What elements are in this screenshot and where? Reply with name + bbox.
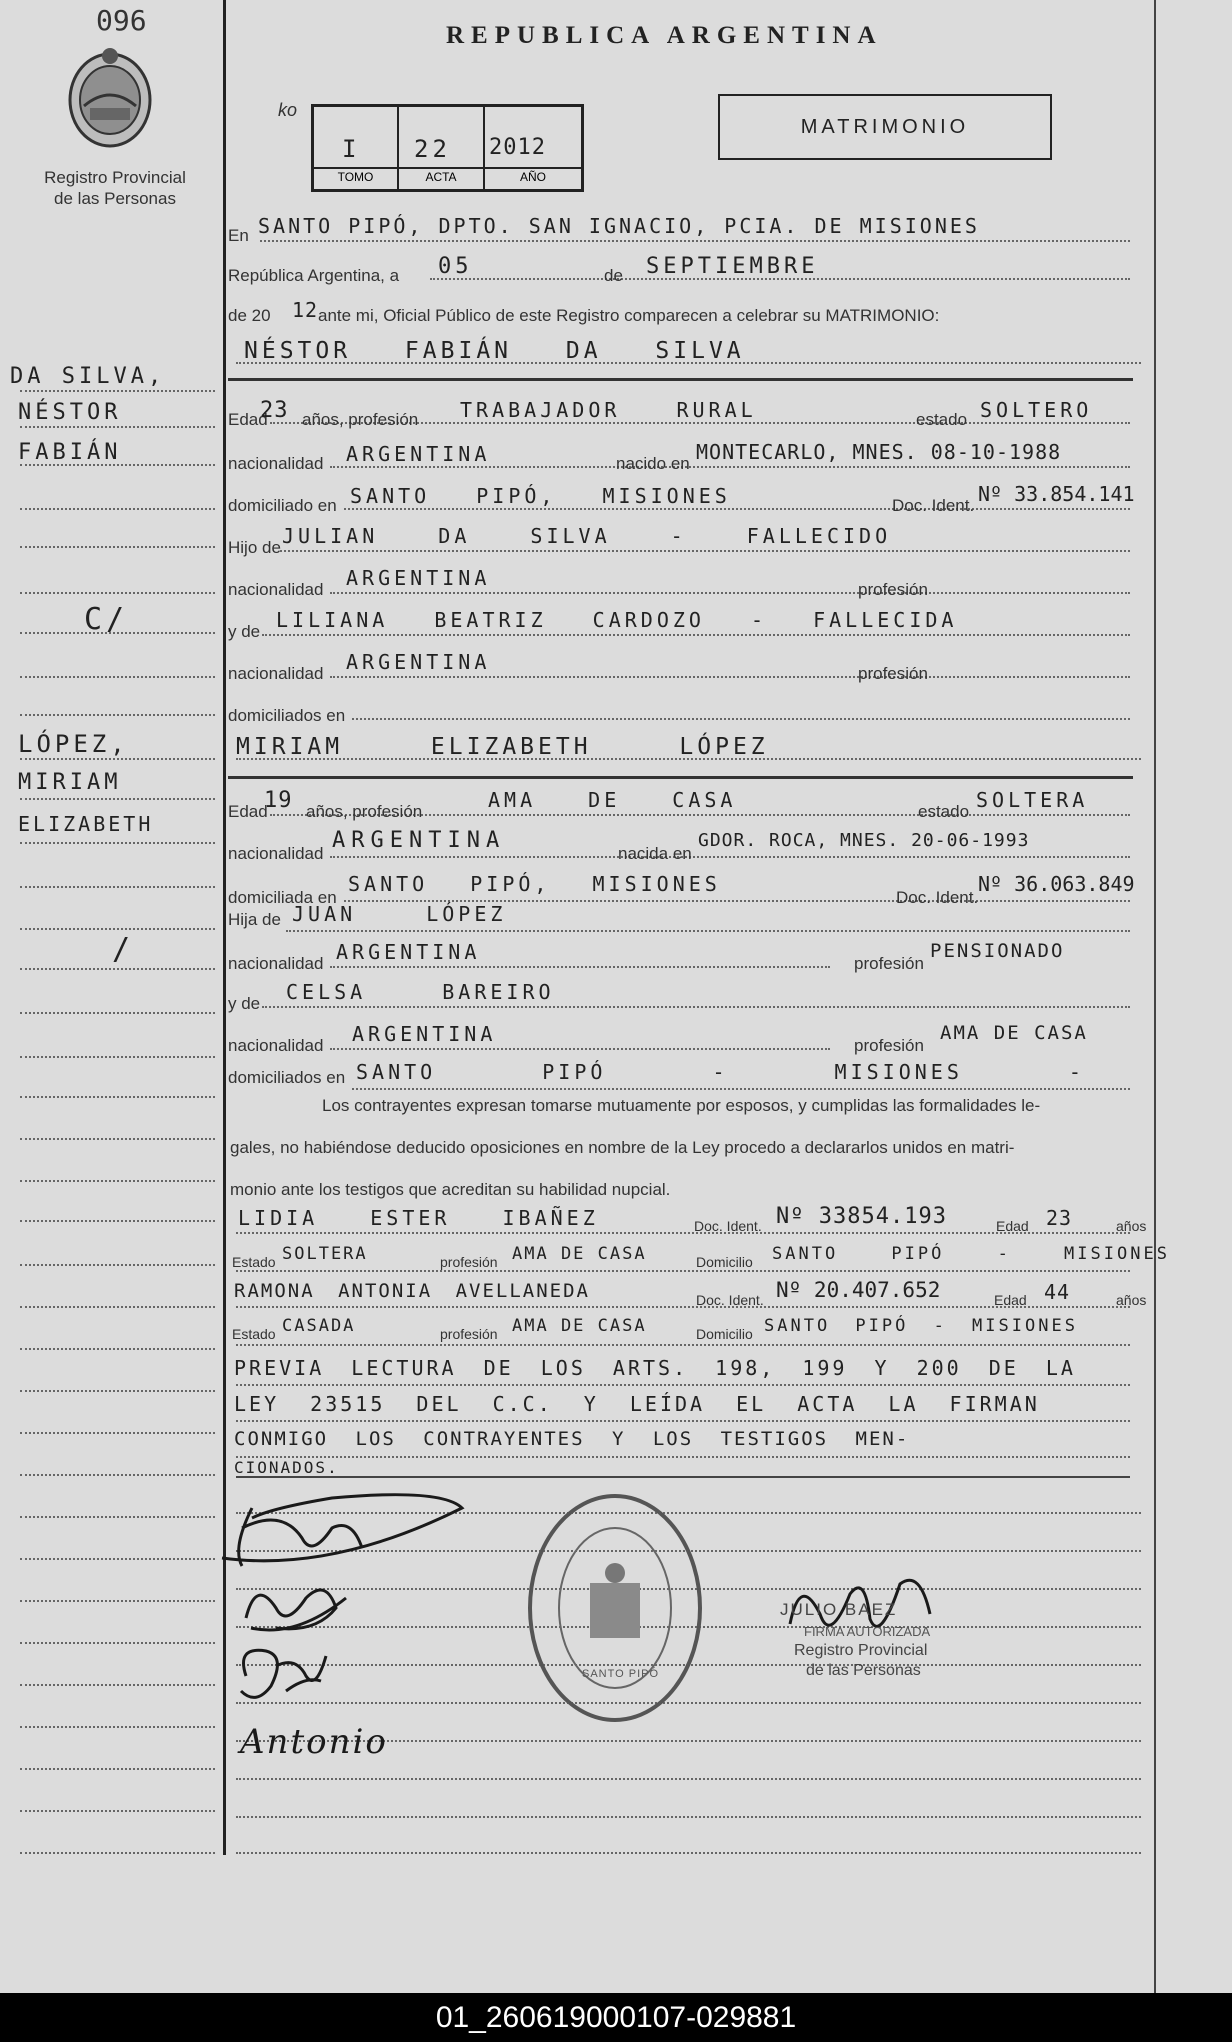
tomo-label: TOMO — [337, 170, 374, 184]
signature-4: Antonio — [240, 1722, 388, 1762]
witness2-estado-label: Estado — [232, 1326, 276, 1342]
groom-father-nationality: ARGENTINA — [346, 566, 491, 590]
bride-mother-prof-label: profesión — [854, 1036, 924, 1055]
doc-type: MATRIMONIO — [800, 116, 970, 138]
groom-father-prof-label: profesión — [858, 580, 928, 599]
record-box — [311, 104, 584, 192]
witness2-dom-label: Domicilio — [696, 1326, 753, 1342]
province-logo — [60, 44, 160, 154]
bride-parents-dom-label: domiciliados en — [228, 1068, 346, 1087]
groom-mother-nationality: ARGENTINA — [346, 650, 491, 674]
margin-groom-first: NÉSTOR — [18, 400, 122, 425]
witness2-anos-label: años — [1116, 1292, 1147, 1308]
appear-text: ante mi, Oficial Público de este Registro comparecen a celebrar su MATRIMONIO: — [318, 306, 940, 325]
bride-father-nac-label: nacionalidad — [228, 954, 324, 973]
bride-nationality: ARGENTINA — [332, 828, 506, 853]
witness2-domicile: SANTO PIPÓ - MISIONES — [764, 1316, 1078, 1336]
bride-father-nationality: ARGENTINA — [336, 940, 481, 964]
witness2-name: RAMONA ANTONIA AVELLANEDA — [234, 1280, 590, 1302]
bride-name: MIRIAM ELIZABETH LÓPEZ — [236, 734, 769, 760]
bride-mother-nac-label: nacionalidad — [228, 1036, 324, 1055]
groom-edad-label: Edad — [228, 410, 268, 429]
signature-2 — [236, 1568, 356, 1643]
bride-born: GDOR. ROCA, MNES. 20-06-1993 — [698, 830, 1030, 851]
registry-label-2: de las Personas — [54, 189, 176, 208]
witness1-doc-label: Doc. Ident. — [694, 1218, 762, 1234]
bride-father: JUAN LÓPEZ — [292, 902, 507, 926]
official-seal — [520, 1488, 710, 1733]
groom-born: MONTECARLO, MNES. 08-10-1988 — [696, 440, 1062, 464]
stamp-name: JULIO BAEZ — [780, 1600, 898, 1619]
groom-nationality: ARGENTINA — [346, 442, 491, 466]
witness1-profession: AMA DE CASA — [512, 1244, 647, 1264]
groom-estado-label: estado — [916, 410, 968, 429]
groom-mother-nac-label: nacionalidad — [228, 664, 324, 683]
witness1-edad-label: Edad — [996, 1218, 1029, 1234]
doc-type-box — [718, 94, 1052, 160]
witness1-dom-label: Domicilio — [696, 1254, 753, 1270]
closing-line-1: PREVIA LECTURA DE LOS ARTS. 198, 199 Y 200 DE LA — [234, 1356, 1076, 1380]
witness2-estado: CASADA — [282, 1316, 356, 1336]
margin-groom-surname: DA SILVA, — [10, 364, 166, 389]
groom-mother-label: y de — [228, 622, 261, 641]
page-number: 096 — [96, 4, 147, 37]
groom-nac-label: nacionalidad — [228, 454, 324, 473]
groom-father: JULIAN DA SILVA - FALLECIDO — [282, 524, 892, 548]
groom-father-label: Hijo de — [228, 538, 281, 557]
witness1-doc: Nº 33854.193 — [776, 1204, 947, 1229]
footer-code: 01_260619000107-029881 — [0, 1993, 1232, 2042]
en-label: En — [228, 226, 249, 245]
margin-bride-second: ELIZABETH — [18, 812, 154, 836]
stamp-registry-1: Registro Provincial — [794, 1642, 928, 1659]
bride-age: 19 — [264, 788, 293, 813]
closing-line-3: CONMIGO LOS CONTRAYENTES Y LOS TESTIGOS MEN- — [234, 1428, 910, 1450]
acta-label: ACTA — [425, 170, 457, 184]
year-suffix: 12 — [292, 298, 319, 322]
bride-parents-domicile: SANTO PIPÓ - MISIONES - — [356, 1060, 1085, 1084]
declaration-line-3: monio ante los testigos que acreditan su habilidad nupcial. — [230, 1180, 671, 1199]
groom-parents-dom-label: domiciliados en — [228, 706, 346, 725]
bride-doc: Nº 36.063.849 — [978, 872, 1135, 896]
witness2-prof-label: profesión — [440, 1326, 498, 1342]
declaration-line-1: Los contrayentes expresan tomarse mutuamente por esposos, y cumplidas las formalidades le- — [322, 1096, 1041, 1115]
year-prefix: de 20 — [228, 306, 271, 325]
bride-domicile: SANTO PIPÓ, MISIONES — [348, 872, 721, 896]
anio-label: AÑO — [519, 170, 546, 184]
witness2-doc: Nº 20.407.652 — [776, 1278, 941, 1302]
witness1-age: 23 — [1046, 1206, 1073, 1230]
margin-groom-second: FABIÁN — [18, 440, 122, 465]
groom-dom-label: domiciliado en — [228, 496, 337, 515]
witness1-prof-label: profesión — [440, 1254, 498, 1270]
bride-estado: SOLTERA — [976, 788, 1089, 812]
right-border — [1154, 0, 1156, 1993]
margin-bride-first: MIRIAM — [18, 770, 122, 795]
groom-age: 23 — [260, 398, 289, 423]
groom-doc: Nº 33.854.141 — [978, 482, 1135, 506]
groom-estado: SOLTERO — [980, 398, 1093, 422]
witness2-edad-label: Edad — [994, 1292, 1027, 1308]
bride-father-prof-label: profesión — [854, 954, 924, 973]
bride-estado-label: estado — [918, 802, 970, 821]
groom-born-label: nacido en — [616, 454, 690, 473]
signature-3 — [226, 1636, 336, 1711]
witness2-profession: AMA DE CASA — [512, 1316, 647, 1336]
bride-mother-profession: AMA DE CASA — [940, 1022, 1088, 1044]
bride-profession: AMA DE CASA — [488, 788, 737, 812]
groom-father-nac-label: nacionalidad — [228, 580, 324, 599]
place-value: SANTO PIPÓ, DPTO. SAN IGNACIO, PCIA. DE MISIONES — [258, 214, 980, 238]
bride-father-label: Hija de — [228, 910, 281, 929]
bride-nac-label: nacionalidad — [228, 844, 324, 863]
margin-tick: / — [112, 932, 135, 967]
closing-line-4: CIONADOS. — [234, 1458, 339, 1477]
witness2-age: 44 — [1044, 1280, 1071, 1304]
bride-father-profession: PENSIONADO — [930, 940, 1065, 962]
groom-profesion-label: años, profesión — [302, 410, 419, 429]
bride-dom-label: domiciliada en — [228, 888, 337, 907]
registry-label-1: Registro Provincial — [44, 168, 186, 187]
bride-edad-label: Edad — [228, 802, 268, 821]
day-value: 05 — [438, 254, 473, 279]
seal-text: SANTO PIPÓ — [582, 1668, 660, 1680]
margin-connector: C/ — [84, 602, 129, 637]
stamp-role: FIRMA AUTORIZADA — [804, 1624, 931, 1639]
small-mark: ko — [278, 100, 298, 120]
bride-profesion-label: años, profesión — [306, 802, 423, 821]
month-value: SEPTIEMBRE — [646, 254, 819, 279]
tomo-value: I — [342, 135, 361, 163]
page-title: REPUBLICA ARGENTINA — [446, 22, 883, 49]
bride-doc-label: Doc. Ident. — [896, 888, 979, 907]
groom-domicile: SANTO PIPÓ, MISIONES — [350, 484, 731, 508]
groom-name: NÉSTOR FABIÁN DA SILVA — [244, 338, 745, 364]
bride-mother-label: y de — [228, 994, 261, 1013]
witness1-estado: SOLTERA — [282, 1244, 368, 1264]
groom-mother: LILIANA BEATRIZ CARDOZO - FALLECIDA — [276, 608, 958, 632]
witness1-domicile: SANTO PIPÓ - MISIONES — [772, 1244, 1170, 1264]
closing-line-2: LEY 23515 DEL C.C. Y LEÍDA EL ACTA LA FIRMAN — [234, 1392, 1040, 1416]
margin-bride-surname: LÓPEZ, — [18, 730, 129, 758]
witness1-estado-label: Estado — [232, 1254, 276, 1270]
witness1-name: LIDIA ESTER IBAÑEZ — [238, 1206, 599, 1230]
witness2-doc-label: Doc. Ident. — [696, 1292, 764, 1308]
bride-mother-nationality: ARGENTINA — [352, 1022, 497, 1046]
groom-profession: TRABAJADOR RURAL — [460, 398, 757, 422]
anio-value: 2012 — [489, 135, 546, 160]
declaration-line-2: gales, no habiéndose deducido oposiciones en nombre de la Ley procedo a declararlos unidos en matri- — [230, 1138, 1015, 1157]
republica-label: República Argentina, a — [228, 266, 400, 285]
stamp-registry-2: de las Personas — [806, 1662, 921, 1679]
acta-value: 22 — [414, 135, 451, 163]
bride-born-label: nacida en — [618, 844, 692, 863]
de-label: de — [604, 266, 623, 285]
witness1-anos-label: años — [1116, 1218, 1147, 1234]
groom-doc-label: Doc. Ident. — [892, 496, 975, 515]
groom-mother-prof-label: profesión — [858, 664, 928, 683]
bride-mother: CELSA BAREIRO — [286, 980, 555, 1004]
